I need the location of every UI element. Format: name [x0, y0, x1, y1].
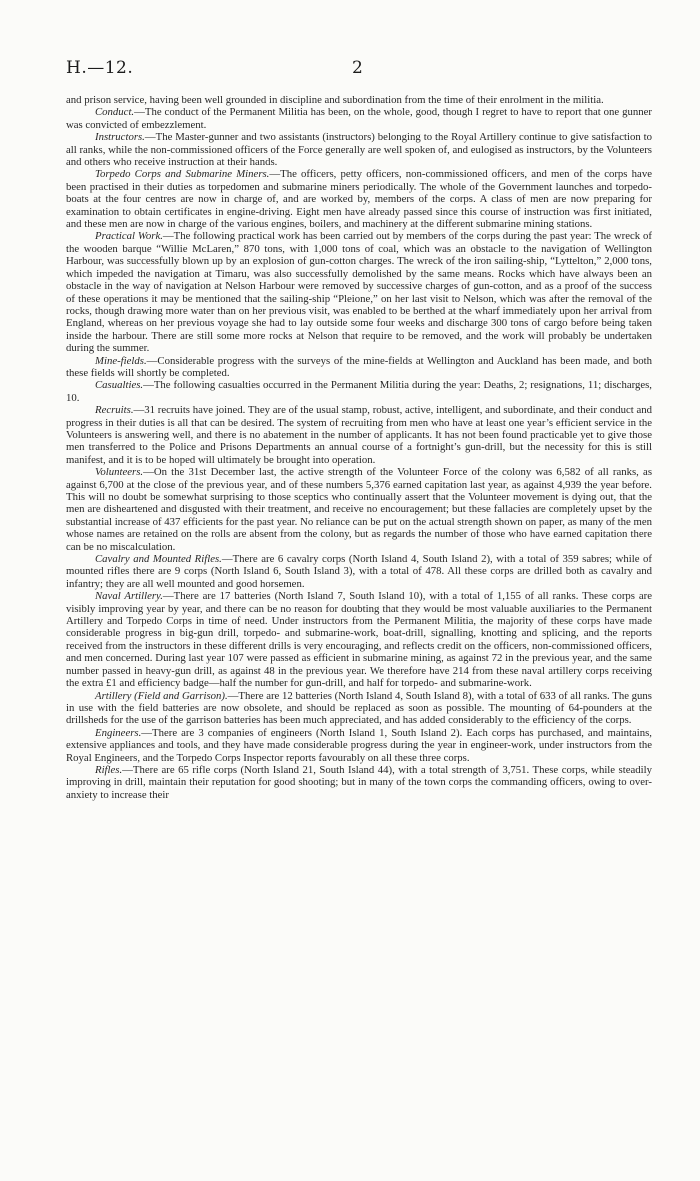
- paragraph-text: —There are 6 cavalry corps (North Island 4, South Island 2), with a total of 359 sabres; while of mounted rifles there are 9 corps (North Island 6, South Island 3), with a total of 478. All these corps are drilled both as cavalry and infantry; they are all well mounted and good horsemen.: [66, 553, 653, 590]
- paragraph-practical-work: [66, 230, 652, 354]
- paragraph-heading: Rifles.: [95, 763, 123, 776]
- paragraph-conduct: [66, 106, 652, 131]
- paragraph-text: —There are 17 batteries (North Island 7, South Island 10), with a total of 1,155 of all ranks. These corps are visibly improving year by year, and there can be no reason for doubting that they would be most valuable auxiliaries to the Permanent Artillery and Torpedo Corps in time of need. Under instructors from the Permanent Militia, the majority of these corps have made considerable progress in big-gun drill, torpedo- and submarine-work, boat-drill, signalling, knotting and splicing, and the reports received from the instructors in these different drills is very encouraging, and reflects credit on the officers, non-commissioned officers, and men concerned. During last year 107 were passed as efficient in submarine mining, as against 72 in the previous year, and the same number passed in heavy-gun drill, as against 48 in the previous year. We therefore have 214 from these naval artillery corps receiving the extra £1 and efficiency badge—half the number for gun-drill, and half for torpedo- and submarine-work.: [66, 590, 652, 690]
- paragraph-volunteers: [66, 466, 652, 553]
- report-body: [66, 94, 652, 801]
- paragraph-rifles: [66, 764, 652, 801]
- paragraph-recruits: [66, 404, 652, 466]
- document-reference: H.—12.: [66, 58, 134, 78]
- paragraph-heading: Practical Work.: [95, 230, 163, 243]
- paragraph-text: —The Master-gunner and two assistants (instructors) belonging to the Royal Artillery continue to give satisfaction to all ranks, while the non-commissioned officers of the Force generally are well spoken of, and eulogised as instructors, by the Volunteers and others who receive instruction at their hands.: [66, 131, 652, 169]
- paragraph-text: —The officers, petty officers, non-commissioned officers, and men of the corps have been practised in their duties as torpedomen and submarine miners periodically. The whole of the Government launches and torpedo-boats at the four centres are now in charge of, and are worked by, members of the corps. A class of men are now preparing for examination to obtain certificates in engine-driving. Eight men have already passed since this course of instruction was first initiated, and these men are now in charge of the various engines, boilers, and machinery at the different submarine mining stations.: [66, 168, 652, 231]
- paragraph-engineers: [66, 727, 652, 764]
- paragraph-naval-artillery: [66, 590, 652, 689]
- paragraph-text: —Considerable progress with the surveys of the mine-fields at Wellington and Auckland has been made, and both these fields will shortly be completed.: [66, 354, 652, 379]
- paragraph-instructors: [66, 131, 652, 168]
- paragraph-casualties: [66, 379, 652, 404]
- paragraph-heading: Conduct.: [95, 106, 135, 119]
- paragraph-text: and prison service, having been well grounded in discipline and subordination from the time of their enrolment in the militia.: [66, 94, 604, 106]
- paragraph-heading: Recruits.: [95, 404, 134, 417]
- paragraph-text: —There are 12 batteries (North Island 4, South Island 8), with a total of 633 of all ranks. The guns in use with the field batteries are now obsolete, and should be replaced as soon as possible. The mounting of 64-pounders at the drillsheds for the use of the garrison batteries has been much appreciated, and has added considerably to the efficiency of the corps.: [66, 689, 652, 727]
- paragraph-heading: Artillery (Field and Garrison).: [95, 689, 228, 702]
- paragraph-heading: Engineers.: [95, 726, 142, 739]
- paragraph-cavalry: [66, 553, 652, 590]
- paragraph-text: —31 recruits have joined. They are of the usual stamp, robust, active, intelligent, and subordinate, and their conduct and progress in their duties is all that can be desired. The system of recruiting from men who have at least one year’s efficient service in the Volunteers is answering well, and there is no abatement in the number of applicants. It has not been found practicable yet to give those men transferred to the Police and Prisons Departments an annual course of a fortnight’s gun-drill, but the necessity for this is still manifest, and it is to be hoped will ultimately be brought into operation.: [66, 404, 652, 466]
- paragraph-text: —There are 65 rifle corps (North Island 21, South Island 44), with a total strength of 3,751. These corps, while steadily improving in drill, maintain their reputation for good shooting; but in many of the town corps the commanding officers, owing to over-anxiety to increase their: [66, 763, 652, 801]
- paragraph-continuation: [66, 94, 652, 106]
- paragraph-heading: Mine-fields.: [95, 354, 147, 367]
- paragraph-heading: Naval Artillery.: [95, 590, 163, 603]
- paragraph-heading: Instructors.: [95, 131, 145, 144]
- page-header: [60, 58, 650, 82]
- paragraph-text: —The following practical work has been carried out by members of the corps during the past year: The wreck of the wooden barque “Willie McLaren,” 870 tons, with 1,000 tons of coal, which was an obstacle to the navigation of Wellington Harbour, was successfully blown up by an explosion of gun-cotton charges. The wreck of the iron sailing-ship, “Lyttelton,” 2,000 tons, which impeded the navigation at Timaru, was also successfully demolished by the same means. Rocks which have always been an obstacle in the way of navigation at Nelson Harbour were removed by successive charges of gun-cotton, and as a proof of the success of these operations it may be mentioned that the sailing-ship “Pleione,” on her last visit to Nelson, which was after the removal of the rocks, though drawing more water than on her previous visit, was enabled to be berthed at the wharf immediately upon her arrival from England, whereas on her previous voyage she had to lay outside some four weeks and discharge 300 tons of cargo before being taken inside the harbour. There are still some more rocks at Nelson that require to be removed, and the work will probably be undertaken during the summer.: [66, 230, 652, 355]
- paragraph-artillery: [66, 690, 652, 727]
- paragraph-heading: Torpedo Corps and Submarine Miners.: [95, 168, 270, 181]
- paragraph-text: —The following casualties occurred in the Permanent Militia during the year: Deaths, 2; resignations, 11; discharges, 10.: [66, 379, 652, 404]
- paragraph-text: —There are 3 companies of engineers (North Island 1, South Island 2). Each corps has purchased, and maintains, extensive appliances and tools, and they have made considerable progress during the year in engineer-work, under instructors from the Royal Engineers, and the Torpedo Corps Inspector reports favourably on all these three corps.: [66, 726, 652, 764]
- paragraph-text: —On the 31st December last, the active strength of the Volunteer Force of the colony was 6,582 of all ranks, as against 6,700 at the close of the previous year, and of these numbers 5,376 earned capitation last year, as against 4,939 the year before. This will no doubt be somewhat surprising to those sceptics who continually assert that the Volunteer movement is dying out, that the men are disheartened and disgusted with their treatment, and receive no encouragement; but these fallacies are completely upset by the substantial increase of 437 efficients for the past year. No reliance can be put on the actual strength shown on paper, as many of the men whose names are retained on the rolls are absent from the colony, but as regards the number of those who have earned capitation there can be no miscalculation.: [66, 466, 652, 553]
- paragraph-heading: Casualties.: [95, 379, 144, 392]
- page-number: 2: [352, 58, 363, 78]
- paragraph-mine-fields: [66, 355, 652, 380]
- paragraph-heading: Cavalry and Mounted Rifles.: [95, 553, 222, 566]
- paragraph-heading: Volunteers.: [95, 466, 144, 479]
- paragraph-torpedo-corps: [66, 168, 652, 230]
- paragraph-text: —The conduct of the Permanent Militia has been, on the whole, good, though I regret to have to report that one gunner was convicted of embezzlement.: [66, 106, 652, 131]
